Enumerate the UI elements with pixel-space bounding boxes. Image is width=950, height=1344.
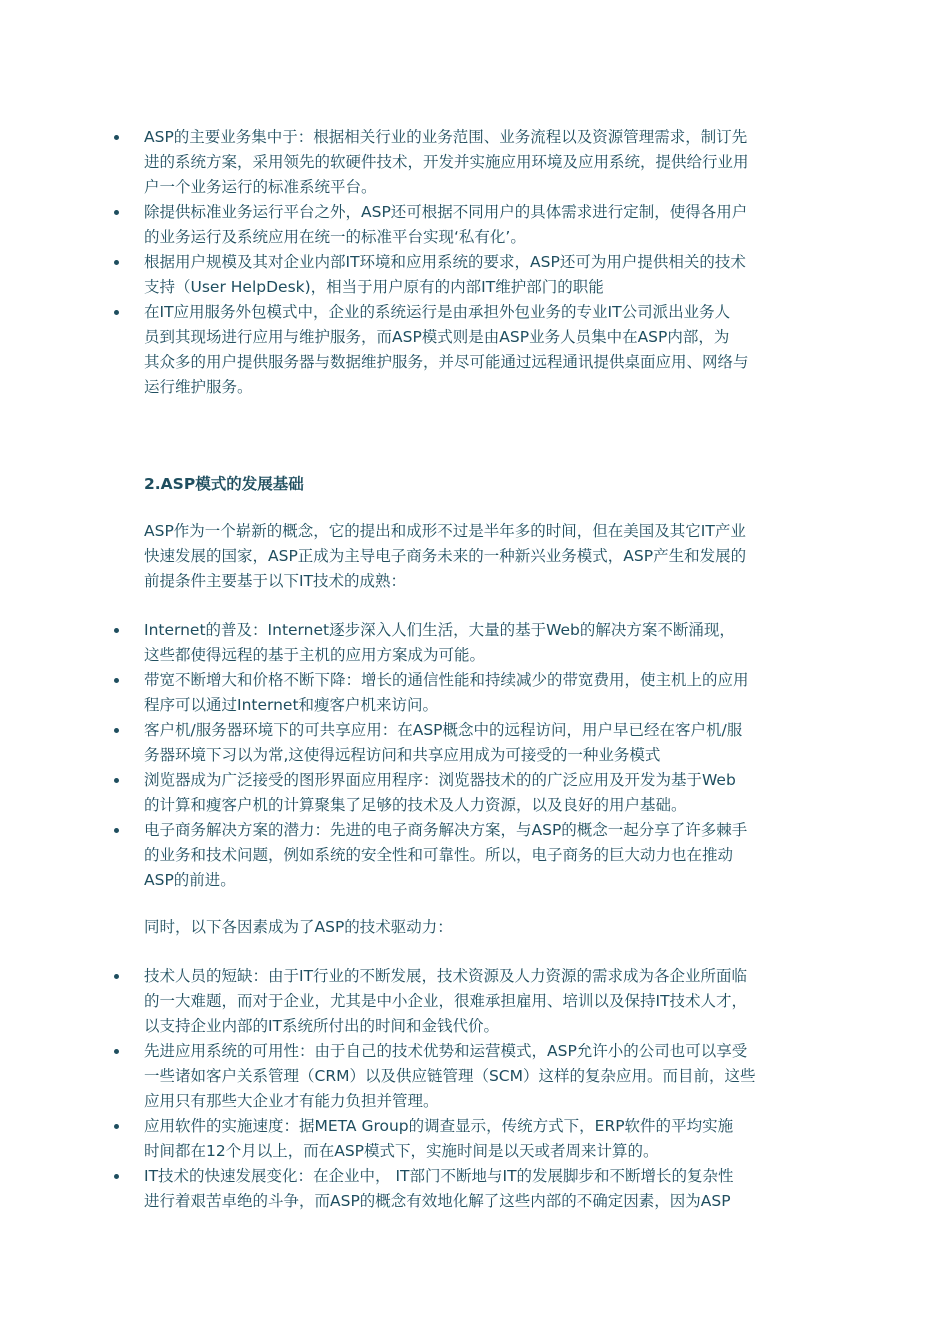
list-item: Internet的普及：Internet逐步深入人们生活，大量的基于Web的解决方案不断涌现， 这些都使得远程的基于主机的应用方案成为可能。	[114, 618, 814, 668]
list-item: 在IT应用服务外包模式中，企业的系统运行是由承担外包业务的专业IT公司派出业务人 员到其现场进行应用与维护服务，而ASP模式则是由ASP业务人员集中在ASP内部，为 其众多的用户提供服务器与数据维护服务，并尽可能通过远程通讯提供桌面应用、网络与 运行维护服务。	[114, 300, 814, 400]
list-item: ASP的主要业务集中于：根据相关行业的业务范围、业务流程以及资源管理需求，制订先 进的系统方案，采用领先的软硬件技术，开发并实施应用环境及应用系统，提供给行业用 户一个业务运行的标准系统平台。	[114, 125, 814, 200]
asp-business-list	[114, 125, 814, 400]
list-item: 带宽不断增大和价格不断下降：增长的通信性能和持续减少的带宽费用，使主机上的应用 程序可以通过Internet和瘦客户机来访问。	[114, 668, 814, 718]
list-item: 技术人员的短缺：由于IT行业的不断发展，技术资源及人力资源的需求成为各企业所面临 的一大难题，而对于企业，尤其是中小企业，很难承担雇用、培训以及保持IT技术人才， 以支持企业内部的IT系统所付出的时间和金钱代价。	[114, 964, 814, 1039]
list-item: 除提供标准业务运行平台之外，ASP还可根据不同用户的具体需求进行定制，使得各用户 的业务运行及系统应用在统一的标准平台实现‘私有化’。	[114, 200, 814, 250]
bullet-icon	[114, 728, 119, 733]
bullet-icon	[114, 310, 119, 315]
section-heading: 2.ASP模式的发展基础	[144, 475, 304, 493]
list-item: 根据用户规模及其对企业内部IT环境和应用系统的要求，ASP还可为用户提供相关的技术 支持（User HelpDesk)，相当于用户原有的内部IT维护部门的职能	[114, 250, 814, 300]
list-item: 应用软件的实施速度：据META Group的调查显示，传统方式下，ERP软件的平均实施 时间都在12个月以上，而在ASP模式下，实施时间是以天或者周来计算的。	[114, 1114, 814, 1164]
bullet-icon	[114, 1174, 119, 1179]
bullet-icon	[114, 1124, 119, 1129]
list-item: IT技术的快速发展变化：在企业中， IT部门不断地与IT的发展脚步和不断增长的复杂性 进行着艰苦卓绝的斗争，而ASP的概念有效地化解了这些内部的不确定因素，因为ASP	[114, 1164, 814, 1214]
bullet-icon	[114, 974, 119, 979]
tech-drivers-list	[114, 964, 814, 1214]
list-item: 客户机/服务器环境下的可共享应用：在ASP概念中的远程访问，用户早已经在客户机/服 务器环境下习以为常,这使得远程访问和共享应用成为可接受的一种业务模式	[114, 718, 814, 768]
bullet-icon	[114, 135, 119, 140]
bullet-icon	[114, 678, 119, 683]
tech-maturity-list	[114, 618, 814, 893]
list-item: 电子商务解决方案的潜力：先进的电子商务解决方案，与ASP的概念一起分享了许多棘手 的业务和技术问题，例如系统的安全性和可靠性。所以，电子商务的巨大动力也在推动 ASP的前进。	[114, 818, 814, 893]
bullet-icon	[114, 210, 119, 215]
list-item: 先进应用系统的可用性：由于自己的技术优势和运营模式，ASP允许小的公司也可以享受 一些诸如客户关系管理（CRM）以及供应链管理（SCM）这样的复杂应用。而目前，这些 应用只有那些大企业才有能力负担并管理。	[114, 1039, 814, 1114]
bullet-icon	[114, 628, 119, 633]
bullet-icon	[114, 260, 119, 265]
list-item: 浏览器成为广泛接受的图形界面应用程序：浏览器技术的的广泛应用及开发为基于Web 的计算和瘦客户机的计算聚集了足够的技术及人力资源，以及良好的用户基础。	[114, 768, 814, 818]
bullet-icon	[114, 828, 119, 833]
intro-paragraph: ASP作为一个崭新的概念，它的提出和成形不过是半年多的时间，但在美国及其它IT产业 快速发展的国家，ASP正成为主导电子商务未来的一种新兴业务模式，ASP产生和发展的 前提条件主要基于以下IT技术的成熟：	[144, 522, 747, 590]
document-body	[114, 125, 814, 1214]
drivers-intro: 同时，以下各因素成为了ASP的技术驱动力：	[144, 918, 453, 936]
bullet-icon	[114, 1049, 119, 1054]
bullet-icon	[114, 778, 119, 783]
